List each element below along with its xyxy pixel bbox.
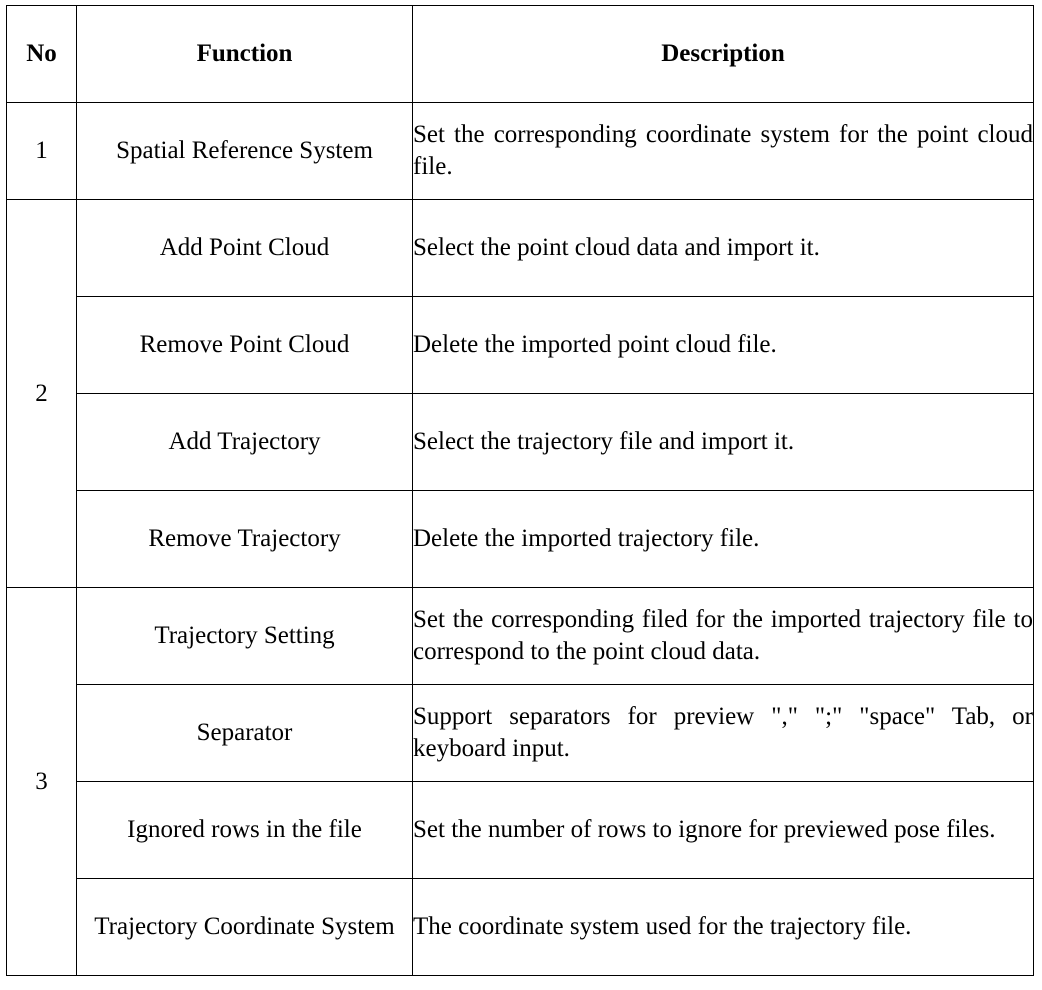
table-row — [7, 491, 1034, 588]
table-row — [7, 879, 1034, 976]
group-number: 1 — [7, 103, 77, 200]
description-cell: Delete the imported trajectory file. — [413, 491, 1034, 588]
header-description: Description — [413, 6, 1034, 103]
table-row — [7, 782, 1034, 879]
description-cell: Set the corresponding filed for the imported trajectory file to correspond to the point cloud data. — [413, 588, 1034, 685]
table-row — [7, 588, 1034, 685]
table-row — [7, 103, 1034, 200]
description-cell: Set the number of rows to ignore for previewed pose files. — [413, 782, 1034, 879]
description-cell: The coordinate system used for the trajectory file. — [413, 879, 1034, 976]
description-cell: Select the trajectory file and import it. — [413, 394, 1034, 491]
table-row — [7, 394, 1034, 491]
description-cell: Set the corresponding coordinate system for the point cloud file. — [413, 103, 1034, 200]
table-row — [7, 685, 1034, 782]
function-cell: Ignored rows in the file — [77, 782, 413, 879]
function-cell: Remove Trajectory — [77, 491, 413, 588]
header-function: Function — [77, 6, 413, 103]
function-cell: Spatial Reference System — [77, 103, 413, 200]
function-cell: Remove Point Cloud — [77, 297, 413, 394]
function-cell: Add Trajectory — [77, 394, 413, 491]
group-number: 3 — [7, 588, 77, 976]
table-row — [7, 200, 1034, 297]
function-cell: Trajectory Setting — [77, 588, 413, 685]
function-cell: Trajectory Coordinate System — [77, 879, 413, 976]
function-cell: Add Point Cloud — [77, 200, 413, 297]
description-cell: Select the point cloud data and import it. — [413, 200, 1034, 297]
group-number: 2 — [7, 200, 77, 588]
header-no: No — [7, 6, 77, 103]
header-row — [7, 6, 1034, 103]
description-cell: Support separators for preview "," ";" "space" Tab, or keyboard input. — [413, 685, 1034, 782]
function-cell: Separator — [77, 685, 413, 782]
description-cell: Delete the imported point cloud file. — [413, 297, 1034, 394]
table-row — [7, 297, 1034, 394]
function-table — [6, 5, 1034, 976]
